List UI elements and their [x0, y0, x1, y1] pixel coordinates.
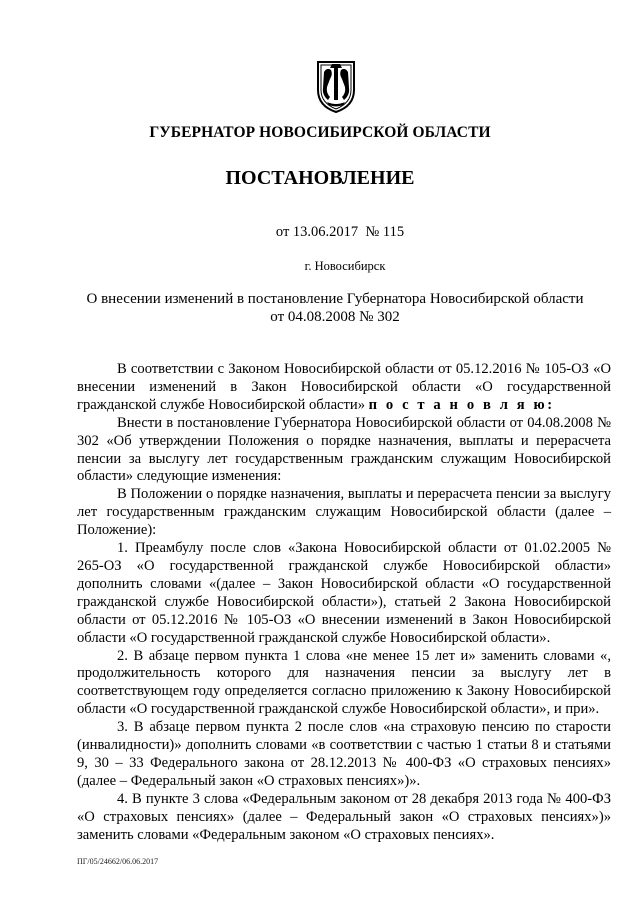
paragraph-item-4: 4. В пункте 3 слова «Федеральным законом от 28 декабря 2013 года № 400-ФЗ «О страховых пенсиях» (далее – Федеральный закон «О страховых пенсиях»)» заменить словами «Федеральным законом «О страховых пенсиях».: [77, 790, 611, 843]
document-body: [77, 361, 611, 844]
coat-of-arms-emblem: [315, 58, 357, 114]
preamble-text: В соответствии с Законом Новосибирской области от 05.12.2016 № 105-ОЗ «О внесении изменений в Закон Новосибирской области «О государственной гражданской службе Новосибирской области»: [77, 361, 611, 413]
paragraph-preamble: [77, 361, 611, 415]
subject-line-1: О внесении изменений в постановление Губернатора Новосибирской области: [86, 291, 584, 307]
decree-colon: :: [547, 396, 555, 413]
city-line: г. Новосибирск: [304, 259, 386, 273]
authority-title: ГУБЕРНАТОР НОВОСИБИРСКОЙ ОБЛАСТИ: [149, 124, 491, 141]
paragraph-item-1: 1. Преамбулу после слов «Закона Новосибирской области от 01.02.2005 № 265-ОЗ «О государственной гражданской службе Новосибирской области» дополнить словами «(далее – Закон Новосибирской области «О государственной гражданской службе Новосибирской области»), статьей 2 Закона Новосибирской области от 05.12.2016 № 105-ОЗ «О внесении изменений в Закон Новосибирской области «О государственной гражданской службе Новосибирской области».: [77, 540, 611, 646]
paragraph-amendment-intro: Внести в постановление Губернатора Новосибирской области от 04.08.2008 № 302 «Об утверждении Положения о порядке назначения, выплаты и перерасчета пенсии за выслугу лет государственным гражданским служащим Новосибирской области» следующие изменения:: [77, 414, 611, 485]
document-subject: [70, 290, 600, 326]
subject-line-2: от 04.08.2008 № 302: [270, 309, 400, 325]
document-code-footer: ПГ/05/24662/06.06.2017: [77, 857, 159, 866]
document-type: ПОСТАНОВЛЕНИЕ: [225, 167, 415, 189]
paragraph-item-3: 3. В абзаце первом пункта 2 после слов «на страховую пенсию по старости (инвалидности)» дополнить словами «в соответствии с частью 1 статьи 8 и статьями 9, 30 – 33 Федерального закона от 28.12.2013 № 400-ФЗ «О страховых пенсиях» (далее – Федеральный закон «О страховых пенсиях»)».: [77, 719, 611, 789]
paragraph-regulation-intro: В Положении о порядке назначения, выплаты и перерасчета пенсии за выслугу лет государственным гражданским служащим Новосибирской области (далее – Положение):: [77, 486, 611, 539]
paragraph-item-2: 2. В абзаце первом пункта 1 слова «не менее 15 лет и» заменить словами «, продолжительность которого для назначения пенсии за выслугу лет в соответствующем году определяется согласно приложению к Закону Новосибирской области «О государственной гражданской службе Новосибирской области», и при».: [77, 647, 611, 718]
date-number-line: от 13.06.2017 № 115: [275, 224, 405, 240]
decree-word: п о с т а н о в л я ю: [368, 396, 548, 413]
